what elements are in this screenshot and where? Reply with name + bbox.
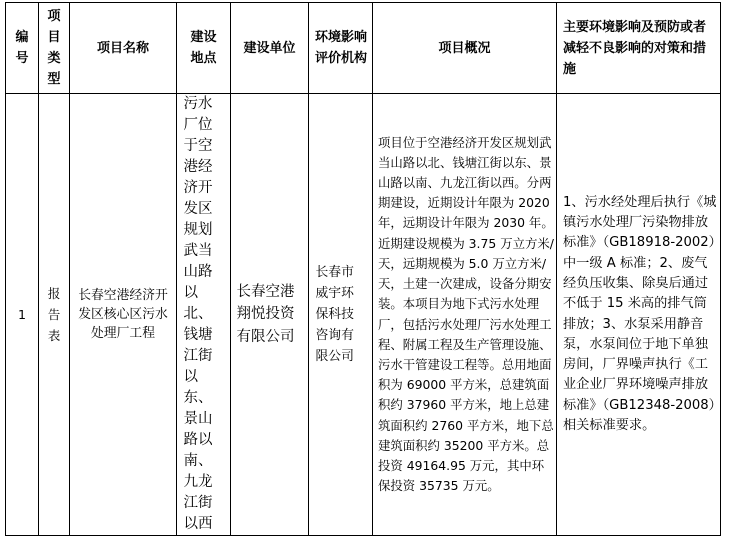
eia-table-container [5, 2, 721, 536]
header-name: 项目名称 [96, 40, 149, 56]
row-location-cell [177, 94, 231, 536]
table-row [6, 94, 721, 536]
header-no-cell [6, 3, 39, 94]
row-summary-cell [373, 94, 557, 536]
row-name: 长春空港经济开发区核心区污水处理厂工程 [78, 288, 168, 341]
header-unit: 建设单位 [243, 40, 296, 56]
header-name-cell [70, 3, 177, 94]
header-summary-cell [373, 3, 557, 94]
header-unit-cell [231, 3, 309, 94]
row-unit: 长春空港翔悦投资有限公司 [236, 283, 295, 345]
row-summary: 项目位于空港经济开发区规划武当山路以北、钱塘江街以东、景山路以南、九龙江街以西。分两期建设，近期设计年限为 2020 年，远期设计年限为 2030 年。近期建设规模为 3.75 万立方米/天，远期规模为 5.0 万立方米/天，土建一次建成，设备分期安装。本项目为地下式污水处理厂，包括污水处理厂污水处理工程、附属工程及生产管理设施、污水干管建设工程等。总用地面积为 69000 平方米，总建筑面积约 37960 平方米，地上总建筑面积约 2760 平方米，地下总建筑面积约 35200 平方米。总投资 49164.95 万元，其中环保投资 35735 万元。 [378, 134, 554, 494]
header-type: 项目类型 [47, 9, 61, 87]
header-row [6, 3, 721, 94]
row-name-cell [70, 94, 177, 536]
header-location: 建设地点 [190, 30, 217, 66]
header-measures-cell [557, 3, 721, 94]
row-measures: 1、污水经处理后执行《城镇污水处理厂污染物排放标准》（GB18918-2002）中一级 A 标准；2、废气经负压收集、除臭后通过不低于 15 米高的排气筒排放；3、水泵采用静音泵，水泵间位于地下单独房间，厂界噪声执行《工业企业厂界环境噪声排放标准》（GB12348-2008）相关标准要求。 [563, 194, 717, 433]
row-eia-cell [309, 94, 373, 536]
row-type: 报告表 [47, 286, 61, 343]
header-eia-org: 环境影响评价机构 [315, 30, 368, 66]
eia-table [5, 2, 721, 536]
header-measures: 主要环境影响及预防或者减轻不良影响的对策和措施 [563, 19, 707, 77]
row-measures-cell [557, 94, 721, 536]
row-eia-org: 长春市威宇环保科技咨询有限公司 [315, 265, 354, 364]
row-type-cell [39, 94, 70, 536]
row-no: 1 [17, 307, 26, 322]
header-location-cell [177, 3, 231, 94]
row-location: 污水厂位于空港经济开发区规划武当山路以北、钱塘江街以东、景山路以南、九龙江街以西 [183, 96, 213, 532]
header-no: 编号 [15, 30, 29, 66]
row-no-cell [6, 94, 39, 536]
header-type-cell [39, 3, 70, 94]
header-summary: 项目概况 [438, 40, 491, 56]
header-eia-cell [309, 3, 373, 94]
row-unit-cell [231, 94, 309, 536]
